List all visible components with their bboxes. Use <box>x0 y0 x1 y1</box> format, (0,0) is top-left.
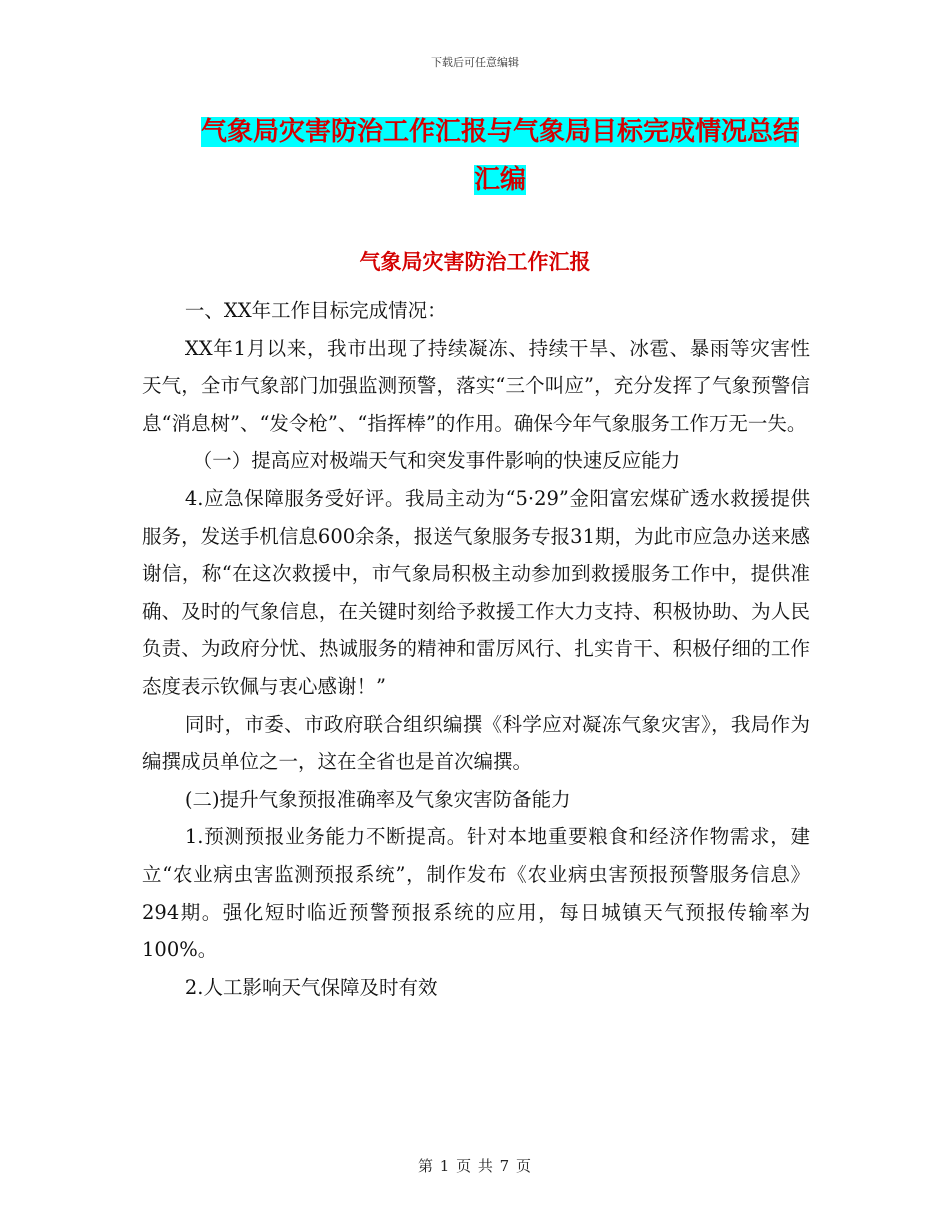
paragraph-subheading: (二)提升气象预报准确率及气象灾害防备能力 <box>184 787 571 811</box>
header-note: 下载后可任意编辑 <box>431 56 519 69</box>
document-body <box>142 292 810 1006</box>
paragraph: 同时，市委、市政府联合组织编撰《科学应对凝冻气象灾害》，我局作为编撰成员单位之一，这在全省也是首次编撰。 <box>142 712 810 774</box>
main-title-line1: 气象局灾害防治工作汇报与气象局目标完成情况总结 <box>200 117 799 147</box>
paragraph: 1.预测预报业务能力不断提高。针对本地重要粮食和经济作物需求，建立“农业病虫害监测预报系统”，制作发布《农业病虫害预报预警服务信息》294期。强化短时临近预警预报系统的应用，每日城镇天气预报传输率为100%。 <box>142 825 810 962</box>
main-title <box>150 108 850 204</box>
paragraph: 2.人工影响天气保障及时有效 <box>184 975 438 999</box>
paragraph: XX年1月以来，我市出现了持续凝冻、持续干旱、冰雹、暴雨等灾害性天气，全市气象部门加强监测预警，落实“三个叫应”，充分发挥了气象预警信息“消息树”、“发令枪”、“指挥棒”的作用。确保今年气象服务工作万无一失。 <box>142 336 810 435</box>
page-footer: 第 1 页 共 7 页 <box>418 1157 532 1175</box>
paragraph-subheading: （一）提高应对极端天气和突发事件影响的快速反应能力 <box>192 449 681 473</box>
paragraph-heading: 一、XX年工作目标完成情况： <box>184 299 447 322</box>
paragraph: 4.应急保障服务受好评。我局主动为“5·29”金阳富宏煤矿透水救援提供服务，发送手机信息600余条，报送气象服务专报31期，为此市应急办送来感谢信，称“在这次救援中，市气象局积极主动参加到救援服务工作中，提供准确、及时的气象信息，在关键时刻给予救援工作大力支持、积极协助、为人民负责、为政府分忧、热诚服务的精神和雷厉风行、扎实肯干、积极仔细的工作态度表示钦佩与衷心感谢！” <box>142 486 810 698</box>
section-title: 气象局灾害防治工作汇报 <box>359 250 591 274</box>
main-title-line2: 汇编 <box>473 165 526 195</box>
